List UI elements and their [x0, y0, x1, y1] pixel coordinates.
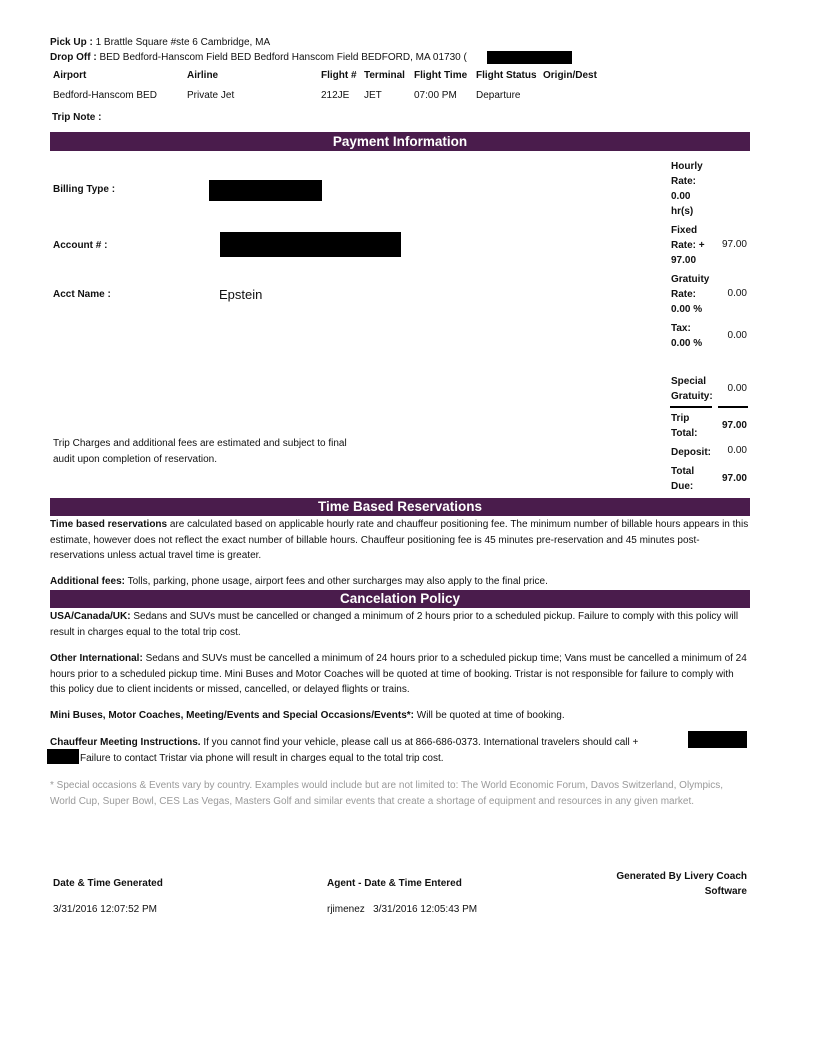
time-based-lead: Time based reservations — [50, 519, 168, 530]
flight-header: Airline — [187, 70, 219, 81]
payment-info-header: Payment Information — [50, 132, 750, 151]
flight-header: Flight # — [321, 70, 357, 81]
meeting-instructions-body: If you cannot find your vehicle, please call us at 866-686-0373. International travelers should call + — [200, 737, 639, 748]
redaction-bar — [688, 731, 747, 748]
cancelation-policy-header: Cancelation Policy — [50, 590, 750, 608]
tax-label: Tax: 0.00 % — [671, 323, 703, 349]
usa-policy-lead: USA/Canada/UK: — [50, 611, 131, 622]
flight-cell: Departure — [476, 90, 521, 101]
time-based-header: Time Based Reservations — [50, 498, 750, 516]
meeting-instructions-paragraph — [50, 735, 750, 751]
acct-name-label: Acct Name : — [53, 289, 111, 300]
flight-cell: 07:00 PM — [414, 90, 457, 101]
deposit-label: Deposit: — [671, 447, 711, 458]
trip-total-value: 97.00 — [721, 420, 747, 431]
dropoff-value: BED Bedford-Hanscom Field BED Bedford Hanscom Field BEDFORD, MA 01730 ( — [99, 52, 467, 63]
fixed-rate-value: 97.00 — [721, 239, 747, 250]
divider — [718, 406, 748, 408]
flight-cell: JET — [364, 90, 382, 101]
special-gratuity-label: Special Gratuity: — [671, 376, 713, 402]
generated-label: Date & Time Generated — [53, 878, 163, 889]
meeting-instructions-lead: Chauffeur Meeting Instructions. — [50, 737, 201, 748]
trip-note-label: Trip Note : — [52, 112, 102, 123]
pickup-line — [50, 37, 270, 48]
tax-value: 0.00 — [727, 330, 747, 341]
generated-value: 3/31/2016 12:07:52 PM — [53, 904, 157, 915]
total-due-value: 97.00 — [721, 473, 747, 484]
pickup-label: Pick Up : — [50, 37, 93, 48]
intl-policy-body: Sedans and SUVs must be cancelled a minimum of 24 hours prior to a scheduled pickup time; Vans must be cancelled a minimum of 24 hours prior to a scheduled pickup time. Mini Buses and Motor Coaches will be quoted at time of booking. Tristar is not responsible for failure to comply with this policy due to client incidents or missed, cancelled, or delayed flights or trains. — [50, 653, 747, 695]
flight-cell: 212JE — [321, 90, 350, 101]
usa-policy-body: Sedans and SUVs must be cancelled or changed a minimum of 2 hours prior to a scheduled pickup. Failure to comply with this policy will result in charges equal to the total trip cost. — [50, 611, 739, 638]
trip-total-label: Trip Total: — [671, 413, 698, 439]
divider — [670, 406, 712, 408]
mini-bus-body: Will be quoted at time of booking. — [414, 710, 565, 721]
special-gratuity-value: 0.00 — [727, 383, 747, 394]
acct-name-value: Epstein — [219, 287, 263, 302]
redaction-bar — [487, 51, 572, 64]
pickup-value: 1 Brattle Square #ste 6 Cambridge, MA — [95, 37, 271, 48]
dropoff-line — [50, 52, 467, 63]
flight-cell: Bedford-Hanscom BED — [53, 90, 157, 101]
deposit-value: 0.00 — [727, 445, 747, 456]
redaction-bar — [47, 749, 79, 764]
hourly-rate-label: Hourly Rate: 0.00 hr(s) — [671, 161, 703, 217]
flight-header: Flight Status — [476, 70, 537, 81]
agent-value: rjimenez 3/31/2016 12:05:43 PM — [327, 904, 478, 915]
account-label: Account # : — [53, 240, 108, 251]
mini-bus-paragraph — [50, 708, 750, 724]
meeting-instructions-continued: Failure to contact Tristar via phone will result in charges equal to the total trip cost. — [80, 753, 444, 764]
estimate-note: Trip Charges and additional fees are estimated and subject to final audit upon completion of reservation. — [53, 438, 347, 465]
time-based-body: are calculated based on applicable hourly rate and chauffeur positioning fee. The minimum number of billable hours appears in this estimate, however does not reflect the exact number of billable hours. Chauffeur positioning fee is 45 minutes pre-reservation and 45 minutes post-reservations unless actual travel time is greater. — [50, 519, 749, 561]
redaction-bar — [209, 180, 322, 201]
mini-bus-lead: Mini Buses, Motor Coaches, Meeting/Events and Special Occasions/Events*: — [50, 710, 414, 721]
additional-fees-body: Tolls, parking, phone usage, airport fees and other surcharges may also apply to the final price. — [125, 576, 548, 587]
flight-header: Airport — [53, 70, 87, 81]
intl-policy-paragraph — [50, 651, 750, 698]
intl-policy-lead: Other International: — [50, 653, 143, 664]
additional-fees-paragraph — [50, 574, 750, 590]
redaction-bar — [220, 232, 401, 257]
flight-header: Origin/Dest — [543, 70, 597, 81]
gratuity-rate-value: 0.00 — [727, 288, 747, 299]
usa-policy-paragraph — [50, 609, 750, 640]
additional-fees-lead: Additional fees: — [50, 576, 126, 587]
total-due-label: Total Due: — [671, 466, 695, 492]
gratuity-rate-label: Gratuity Rate: 0.00 % — [671, 274, 710, 315]
fixed-rate-label: Fixed Rate: + 97.00 — [671, 225, 705, 266]
billing-type-label: Billing Type : — [53, 184, 116, 195]
dropoff-label: Drop Off : — [50, 52, 97, 63]
time-based-paragraph — [50, 517, 750, 564]
flight-cell: Private Jet — [187, 90, 235, 101]
generated-by-label: Generated By Livery Coach Software — [616, 871, 747, 897]
special-events-footnote: * Special occasions & Events vary by country. Examples would include but are not limited to: The World Economic Forum, Davos Switzerland, Olympics, World Cup, Super Bowl, CES Las Vegas, Masters Golf and similar events that create a shortage of equipment and resources in any given market. — [50, 780, 724, 807]
flight-header: Flight Time — [414, 70, 468, 81]
flight-header: Terminal — [364, 70, 405, 81]
agent-label: Agent - Date & Time Entered — [327, 878, 462, 889]
